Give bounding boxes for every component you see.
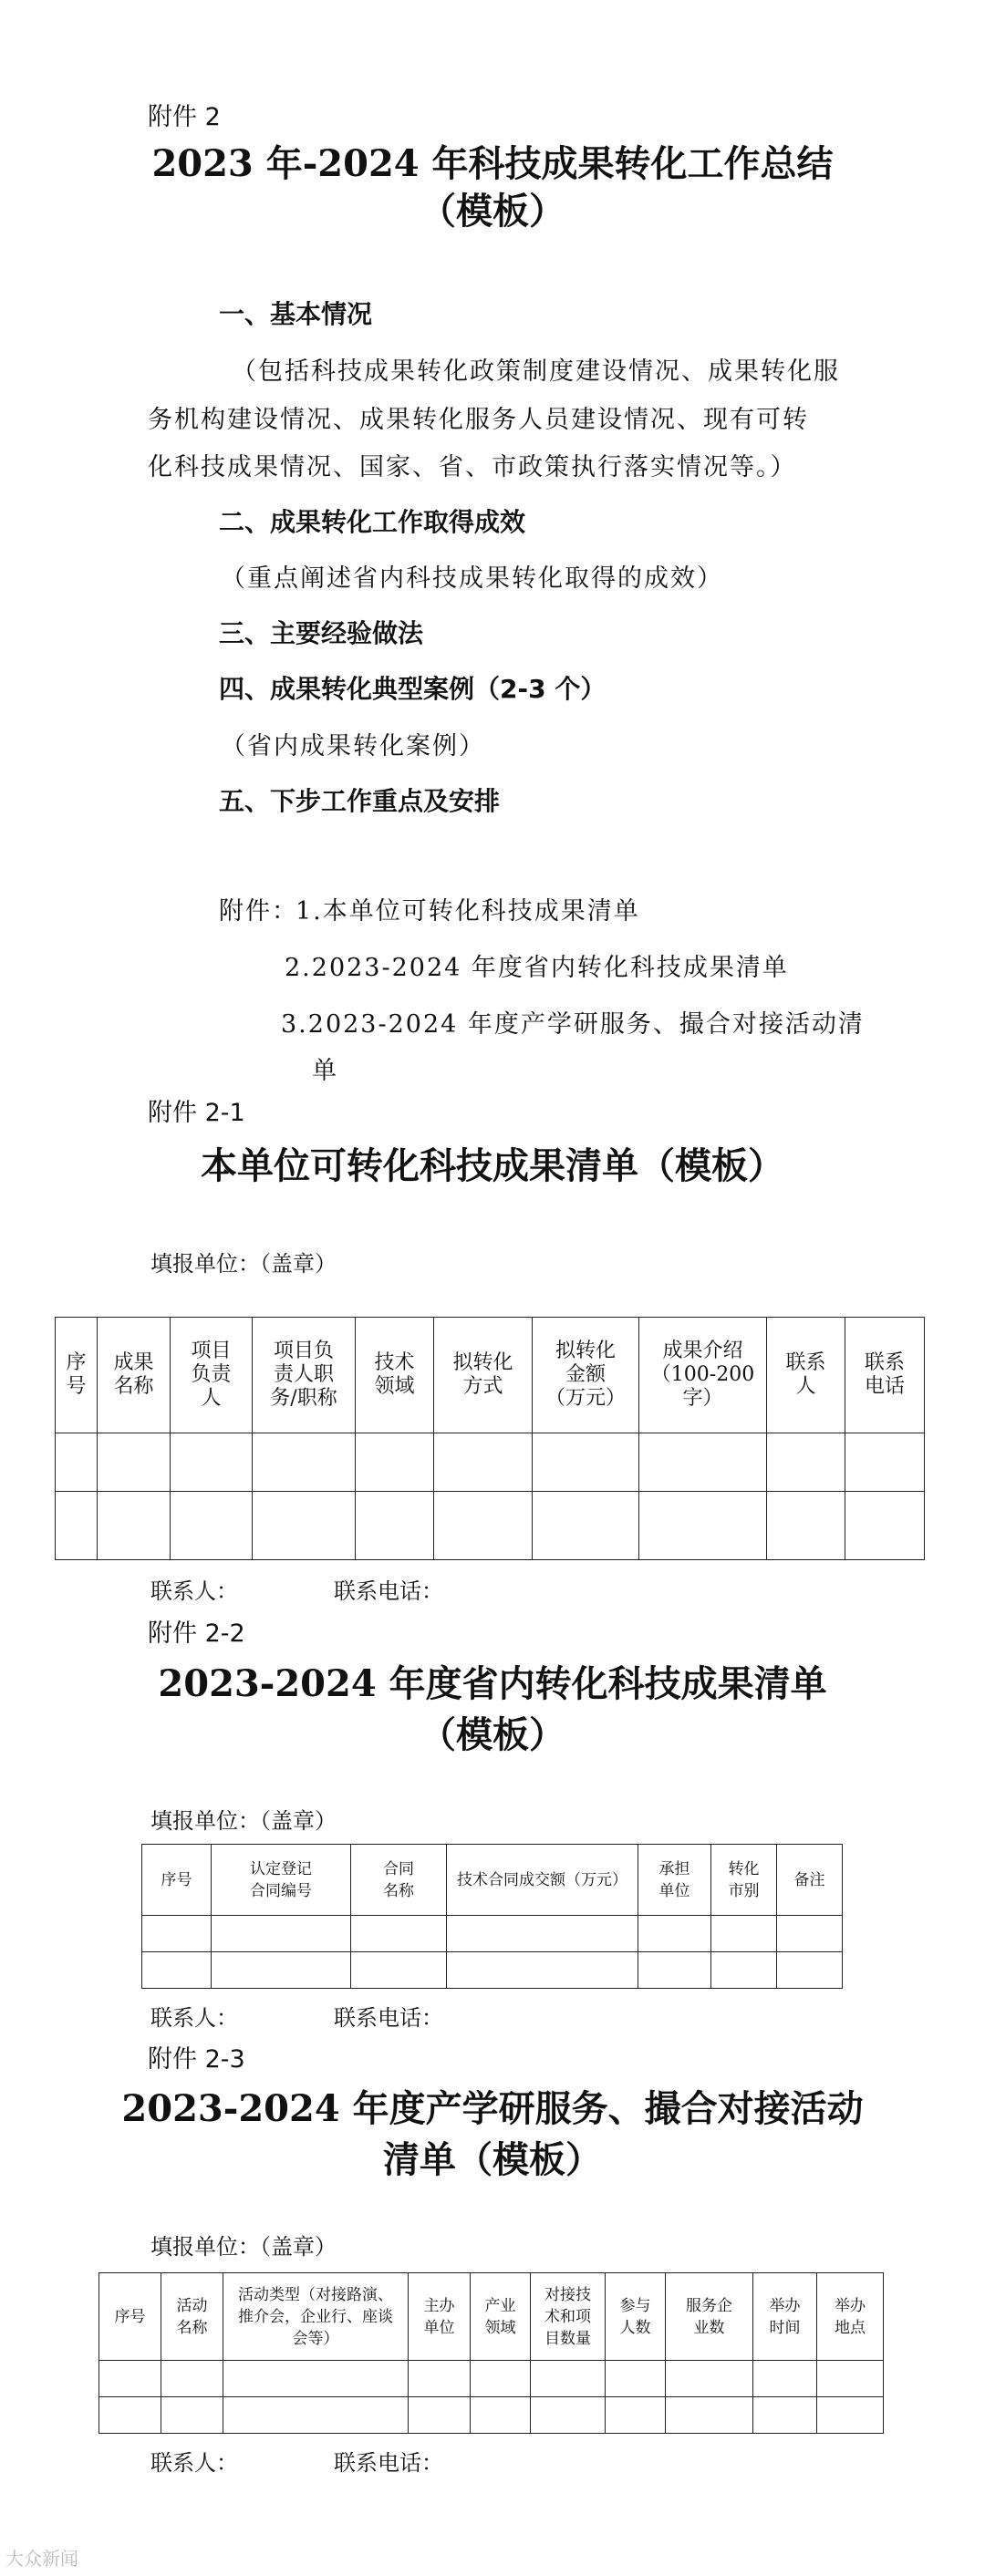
column-header: 联系 电话 [845,1318,925,1433]
table-cell[interactable] [409,2361,471,2397]
column-header: 项目负 责人职 务/职称 [253,1318,356,1433]
table-cell[interactable] [767,1492,845,1560]
table-cell[interactable] [142,1952,212,1989]
table-cell[interactable] [533,1433,639,1492]
table-3-title-line2: 清单（模板） [383,2138,602,2181]
table-cell[interactable] [434,1492,533,1560]
table-1-header-row [56,1318,925,1433]
table-cell[interactable] [817,2361,884,2397]
section-heading-2: 二、成果转化工作取得成效 [219,507,526,537]
doc-title-line2: （模板） [420,190,565,233]
table-cell[interactable] [409,2397,471,2434]
table-row [56,1433,925,1492]
table-cell[interactable] [447,1952,638,1989]
table-row [99,2397,884,2434]
contact-person-label: 联系人： [150,2450,238,2476]
column-header: 技术合同成交额（万元） [447,1845,638,1916]
table-cell[interactable] [98,1433,171,1492]
contact-phone-label: 联系电话： [334,1578,443,1604]
table-cell[interactable] [161,2361,223,2397]
table-1-title: 本单位可转化科技成果清单（模板） [201,1144,784,1187]
table-cell[interactable] [171,1433,253,1492]
table-cell[interactable] [223,2397,409,2434]
section-1-desc-line: 化科技成果情况、国家、省、市政策执行落实情况等。） [148,453,797,481]
table-2-title-line1: 2023-2024 年度省内转化科技成果清单 [158,1662,827,1705]
table-cell[interactable] [711,1952,777,1989]
section-1-desc-line: 务机构建设情况、成果转化服务人员建设情况、现有可转 [148,406,809,434]
annex-item: 3.2023-2024 年度产学研服务、撮合对接活动清 [281,1010,865,1039]
column-header: 活动类型（对接路演、 推介会，企业行、座谈 会等） [223,2273,409,2361]
table-2 [141,1844,843,1989]
column-header: 技术 领域 [356,1318,434,1433]
fill-unit: 填报单位：（盖章） [150,2234,337,2260]
column-header: 项目 负责 人 [171,1318,253,1433]
table-cell[interactable] [777,1916,843,1952]
watermark: 大众新闻 [5,2548,78,2570]
column-header: 举办 地点 [817,2273,884,2361]
column-header: 认定登记 合同编号 [212,1845,351,1916]
table-cell[interactable] [161,2397,223,2434]
table-cell[interactable] [845,1492,925,1560]
section-2-desc: （重点阐述省内科技成果转化取得的成效） [221,564,723,593]
table-cell[interactable] [56,1492,98,1560]
table-cell[interactable] [817,2397,884,2434]
column-header: 产业 领域 [471,2273,531,2361]
column-header: 成果 名称 [98,1318,171,1433]
table-row [142,1952,843,1989]
attachment-label: 附件 2-2 [148,1619,245,1648]
column-header: 对接技 术和项 目数量 [531,2273,606,2361]
column-header: 拟转化 方式 [434,1318,533,1433]
table-row [142,1916,843,1952]
section-heading-5: 五、下步工作重点及安排 [219,786,501,816]
table-cell[interactable] [434,1433,533,1492]
column-header: 拟转化 金额 （万元） [533,1318,639,1433]
section-4-desc: （省内成果转化案例） [221,732,485,760]
table-2-header-row [142,1845,843,1916]
table-cell[interactable] [142,1916,212,1952]
table-cell[interactable] [351,1916,447,1952]
column-header: 序 号 [56,1318,98,1433]
attachment-label: 附件 2-1 [148,1099,245,1127]
table-cell[interactable] [753,2397,817,2434]
table-cell[interactable] [666,2397,753,2434]
column-header: 参与 人数 [606,2273,666,2361]
column-header: 合同 名称 [351,1845,447,1916]
doc-title-line1: 2023 年-2024 年科技成果转化工作总结 [151,142,834,185]
column-header: 序号 [142,1845,212,1916]
column-header: 主办 单位 [409,2273,471,2361]
table-cell[interactable] [639,1433,767,1492]
table-3 [98,2272,884,2434]
column-header: 承担 单位 [638,1845,711,1916]
table-cell[interactable] [767,1433,845,1492]
table-cell[interactable] [99,2361,161,2397]
contact-phone-label: 联系电话： [334,2005,443,2031]
table-3-title-line1: 2023-2024 年度产学研服务、撮合对接活动 [121,2087,864,2130]
table-cell[interactable] [845,1433,925,1492]
table-cell[interactable] [533,1492,639,1560]
table-row [56,1492,925,1560]
table-3-header-row [99,2273,884,2361]
section-1-desc-line: （包括科技成果转化政策制度建设情况、成果转化服 [232,357,840,386]
contact-phone-label: 联系电话： [334,2450,443,2476]
contact-person-label: 联系人： [150,2005,238,2031]
table-1 [55,1317,925,1560]
annex-item: 单 [312,1057,338,1085]
table-cell[interactable] [223,2361,409,2397]
table-cell[interactable] [639,1492,767,1560]
column-header: 联系 人 [767,1318,845,1433]
annex-item: 1.本单位可转化科技成果清单 [296,897,640,926]
attachment-label: 附件 2 [148,103,221,131]
table-cell[interactable] [638,1916,711,1952]
table-cell[interactable] [253,1433,356,1492]
fill-unit: 填报单位：（盖章） [150,1251,337,1277]
table-2-title-line2: （模板） [420,1713,565,1756]
annex-item: 2.2023-2024 年度省内转化科技成果清单 [285,954,789,982]
table-cell[interactable] [99,2397,161,2434]
table-cell[interactable] [212,1916,351,1952]
table-cell[interactable] [777,1952,843,1989]
table-row [99,2361,884,2397]
attachment-label: 附件 2-3 [148,2045,245,2074]
contact-person-label: 联系人： [150,1578,238,1604]
table-cell[interactable] [447,1916,638,1952]
column-header: 服务企 业数 [666,2273,753,2361]
section-heading-3: 三、主要经验做法 [219,618,424,648]
column-header: 活动 名称 [161,2273,223,2361]
table-cell[interactable] [356,1492,434,1560]
table-cell[interactable] [356,1433,434,1492]
column-header: 举办 时间 [753,2273,817,2361]
table-cell[interactable] [531,2361,606,2397]
section-heading-1: 一、基本情况 [219,299,373,329]
column-header: 备注 [777,1845,843,1916]
table-cell[interactable] [711,1916,777,1952]
section-heading-4: 四、成果转化典型案例（2-3 个） [219,674,607,704]
table-cell[interactable] [212,1952,351,1989]
table-cell[interactable] [253,1492,356,1560]
table-cell[interactable] [98,1492,171,1560]
fill-unit: 填报单位：（盖章） [150,1808,337,1834]
table-cell[interactable] [171,1492,253,1560]
column-header: 成果介绍 （100-200 字） [639,1318,767,1433]
annex-label: 附件： [219,897,298,926]
column-header: 转化 市别 [711,1845,777,1916]
table-cell[interactable] [606,2397,666,2434]
table-cell[interactable] [666,2361,753,2397]
table-cell[interactable] [638,1952,711,1989]
column-header: 序号 [99,2273,161,2361]
table-cell[interactable] [606,2361,666,2397]
table-cell[interactable] [471,2361,531,2397]
table-cell[interactable] [56,1433,98,1492]
table-cell[interactable] [351,1952,447,1989]
table-cell[interactable] [531,2397,606,2434]
table-cell[interactable] [753,2361,817,2397]
table-cell[interactable] [471,2397,531,2434]
